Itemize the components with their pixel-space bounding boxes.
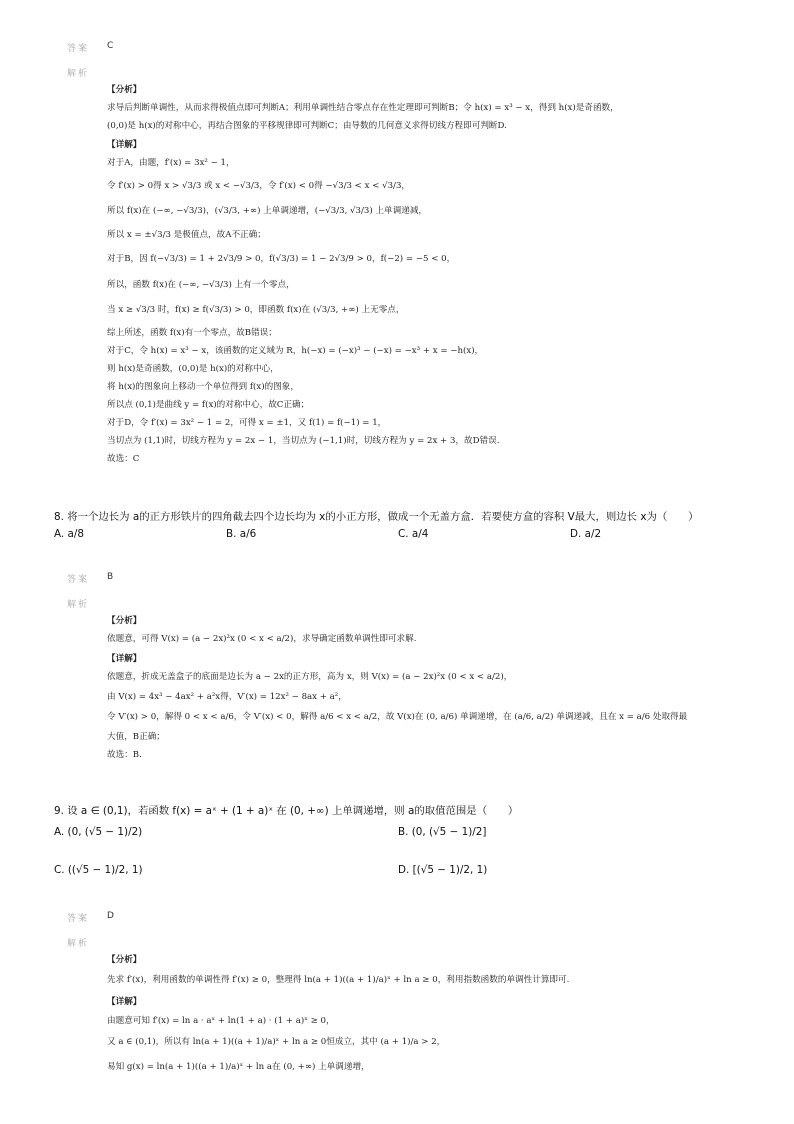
text-line: 当 x ≥ √3/3 时，f(x) ≥ f(√3/3) > 0，即函数 f(x)在 (√3/3, +∞) 上无零点，: [107, 305, 405, 315]
section-heading: 【详解】: [107, 654, 142, 664]
text-line: 先求 f′(x)，利用函数的单调性得 f′(x) ≥ 0，整理得 ln(a + 1)((a + 1)/a)ˣ + ln a ≥ 0，利用指数函数的单调性计算即可.: [107, 975, 570, 985]
section-heading: 【分析】: [107, 85, 142, 95]
question-stem: 9. 设 a ∈ (0,1)，若函数 f(x) = aˣ + (1 + a)ˣ 在 (0, +∞) 上单调递增，则 a的取值范围是（ ）: [54, 805, 519, 817]
option-a[interactable]: A. (0, (√5 − 1)/2): [54, 826, 143, 838]
text-line: 综上所述，函数 f(x)有一个零点，故B错误；: [107, 328, 277, 338]
text-line: 依题意，折成无盖盒子的底面是边长为 a − 2x的正方形，高为 x，则 V(x) = (a − 2x)²x (0 < x < a/2)，: [107, 672, 513, 682]
text-line: 所以，函数 f(x)在 (−∞, −√3/3) 上有一个零点，: [107, 280, 295, 290]
text-line: 将 h(x)的图象向上移动一个单位得到 f(x)的图象，: [107, 382, 299, 392]
answer-value: B: [107, 572, 114, 582]
answer-label: 答案: [67, 914, 90, 924]
section-heading: 【分析】: [107, 955, 142, 965]
section-heading: 【详解】: [107, 140, 142, 150]
option-d[interactable]: D. [(√5 − 1)/2, 1): [398, 864, 488, 876]
text-line: 由 V(x) = 4x³ − 4ax² + a²x得，V′(x) = 12x² − 8ax + a²，: [107, 692, 347, 702]
text-line: 故选：B.: [107, 750, 142, 760]
text-line: 求导后判断单调性，从而求得极值点即可判断A；利用单调性结合零点存在性定理即可判断B；令 h(x) = x³ − x，得到 h(x)是奇函数，: [107, 103, 619, 113]
answer-value: C: [107, 41, 114, 51]
text-line: 大值，B正确；: [107, 732, 165, 742]
text-line: 则 h(x)是奇函数，(0,0)是 h(x)的对称中心，: [107, 364, 279, 374]
option-b[interactable]: B. (0, (√5 − 1)/2]: [398, 826, 487, 838]
text-line: 所以 f(x)在 (−∞, −√3/3)，(√3/3, +∞) 上单调递增，(−√3/3, √3/3) 上单调递减，: [107, 206, 428, 216]
text-line: 对于C，令 h(x) = x³ − x，该函数的定义域为 R，h(−x) = (−x)³ − (−x) = −x³ + x = −h(x)，: [107, 346, 484, 356]
option-b[interactable]: B. a/6: [226, 528, 257, 540]
text-line: 令 V′(x) > 0，解得 0 < x < a/6，令 V′(x) < 0，解得 a/6 < x < a/2，故 V(x)在 (0, a/6) 单调递增，在 (a/6, a/2) 单调递减，且在 x = a/6 处取得最: [107, 712, 688, 722]
section-heading: 【分析】: [107, 616, 142, 626]
text-line: 当切点为 (1,1)时，切线方程为 y = 2x − 1，当切点为 (−1,1)时，切线方程为 y = 2x + 3，故D错误.: [107, 436, 500, 446]
analysis-label: 解析: [67, 69, 90, 79]
text-line: 所以点 (0,1)是曲线 y = f(x)的对称中心，故C正确；: [107, 400, 310, 410]
answer-value: D: [107, 911, 114, 921]
option-a[interactable]: A. a/8: [54, 528, 85, 540]
text-line: 依题意，可得 V(x) = (a − 2x)²x (0 < x < a/2)，求导确定函数单调性即可求解.: [107, 634, 417, 644]
text-line: 故选：C: [107, 454, 140, 464]
analysis-label: 解析: [67, 600, 90, 610]
analysis-label: 解析: [67, 939, 90, 949]
answer-label: 答案: [67, 44, 90, 54]
text-line: 对于A，由题，f′(x) = 3x² − 1，: [107, 158, 235, 168]
text-line: 对于B，因 f(−√3/3) = 1 + 2√3/9 > 0，f(√3/3) = 1 − 2√3/9 > 0，f(−2) = −5 < 0，: [107, 254, 456, 264]
text-line: 对于D，令 f′(x) = 3x² − 1 = 2，可得 x = ±1，又 f(1) = f(−1) = 1，: [107, 418, 387, 428]
text-line: 易知 g(x) = ln(a + 1)((a + 1)/a)ˣ + ln a在 (0, +∞) 上单调递增，: [107, 1062, 370, 1072]
option-c[interactable]: C. ((√5 − 1)/2, 1): [54, 864, 143, 876]
text-line: 由题意可知 f′(x) = ln a · aˣ + ln(1 + a) · (1 + a)ˣ ≥ 0，: [107, 1016, 335, 1026]
section-heading: 【详解】: [107, 997, 142, 1007]
option-c[interactable]: C. a/4: [398, 528, 429, 540]
text-line: 令 f′(x) > 0得 x > √3/3 或 x < −√3/3，令 f′(x) < 0得 −√3/3 < x < √3/3，: [107, 181, 411, 191]
text-line: (0,0)是 h(x)的对称中心，再结合图象的平移规律即可判断C；由导数的几何意义求得切线方程即可判断D.: [107, 121, 507, 131]
answer-label: 答案: [67, 575, 90, 585]
question-stem: 8. 将一个边长为 a的正方形铁片的四角截去四个边长均为 x的小正方形，做成一个无盖方盒．若要使方盒的容积 V最大，则边长 x为（ ）: [54, 511, 699, 523]
text-line: 所以 x = ±√3/3 是极值点，故A不正确；: [107, 230, 266, 240]
option-d[interactable]: D. a/2: [570, 528, 602, 540]
text-line: 又 a ∈ (0,1)，所以有 ln(a + 1)((a + 1)/a)ˣ + ln a ≥ 0恒成立，其中 (a + 1)/a > 2，: [107, 1037, 446, 1047]
